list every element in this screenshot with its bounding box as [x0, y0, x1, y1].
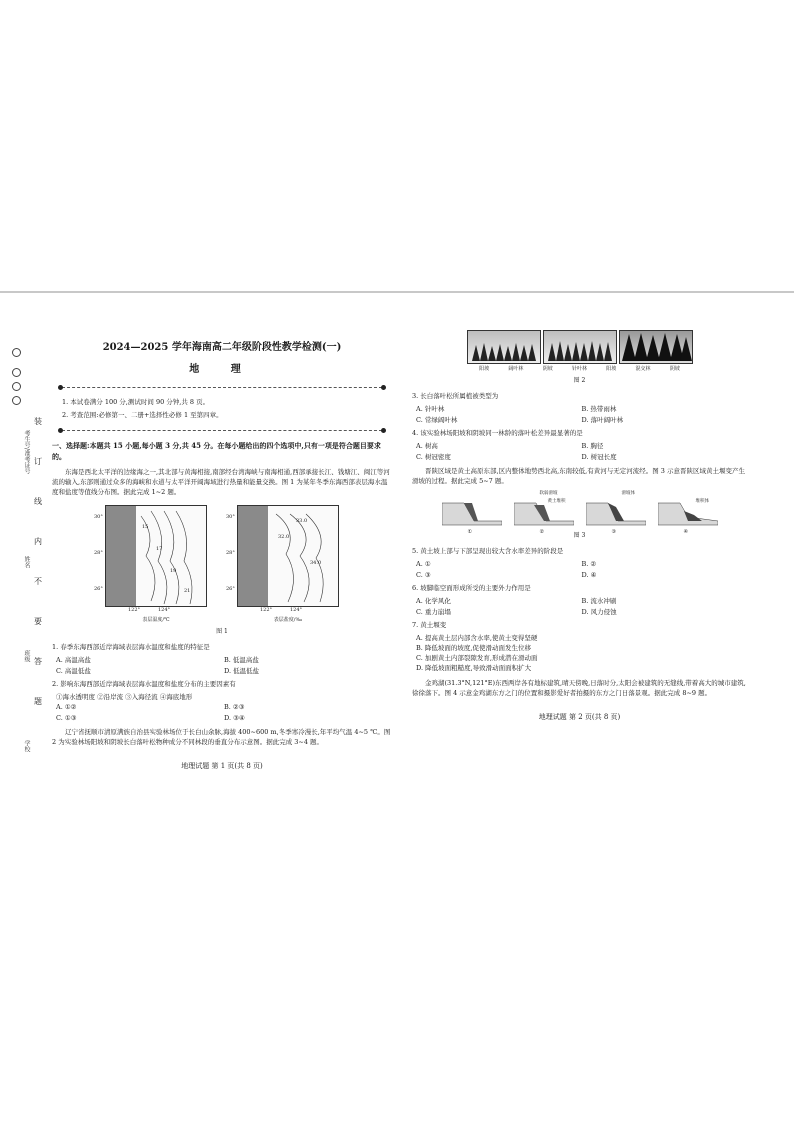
- tree-silhouettes: [620, 331, 692, 363]
- slope-tag: 软弱滑坡: [539, 490, 558, 496]
- slope-tag: 堆积体: [695, 498, 709, 504]
- binding-word: 要: [34, 617, 42, 626]
- forest-panel-broadleaf: [467, 330, 541, 364]
- binding-word: 装: [34, 417, 42, 426]
- forest-panel-mixed: [619, 330, 693, 364]
- stage-number: ③: [611, 528, 616, 535]
- option[interactable]: B. 降低坡面的坡度,促使滑动面发生位移: [416, 644, 531, 653]
- binding-hole: [12, 348, 21, 357]
- salinity-map: [226, 505, 339, 614]
- longitude-label: 124°: [290, 607, 303, 614]
- forest-label: 阳坡: [606, 366, 617, 372]
- isohaline-value: 32.0: [278, 533, 290, 540]
- isotherm-value: 17: [156, 545, 163, 552]
- forest-label: 混交林: [635, 366, 651, 372]
- longitude-label: 122°: [260, 607, 273, 614]
- option[interactable]: C. ①③: [56, 714, 77, 723]
- isotherm-value: 21: [184, 587, 191, 594]
- passage-1: 东海是西北太平洋的边缘海之一,其北部与黄海相接,南部经台湾海峡与南海相通,西部承接长江、钱塘江、闽江等河流的输入,东部则通过众多的海峡和水道与太平洋开阔海域进行热量和能量交换。图 1 为某年冬季东海西部表层海水温度和盐度等值线分布图。据此完成 1~2 题。: [52, 467, 390, 496]
- question-7: 7. 黄土堰变: [412, 621, 447, 630]
- question-5-options: [412, 559, 747, 580]
- option[interactable]: A. ①: [416, 559, 431, 568]
- scan-divider-line: [0, 291, 794, 293]
- forest-label: 阔叶林: [508, 366, 524, 372]
- option[interactable]: D. 降低坡面粗糙度,导致滑动面面积扩大: [416, 664, 532, 673]
- question-3-options: [412, 404, 747, 425]
- option[interactable]: C. 常绿阔叶林: [416, 416, 458, 425]
- exam-title: 2024—2025 学年海南高二年级阶段性教学检测(一): [102, 342, 342, 353]
- binding-strip: [6, 330, 46, 770]
- stage-number: ①: [467, 528, 472, 535]
- slope-stage-1: [442, 495, 502, 535]
- question-5: 5. 黄土坡上部与下部呈现出较大含水率差异的阶段是: [412, 546, 564, 555]
- isotherm-value: 19: [170, 567, 177, 574]
- figure-3-caption: 图 3: [573, 531, 586, 539]
- option[interactable]: A. 高温高盐: [56, 655, 91, 664]
- question-6-options: [412, 596, 747, 617]
- binding-word: 线: [34, 497, 42, 506]
- option[interactable]: D. 落叶阔叶林: [581, 416, 624, 425]
- latitude-label: 26°: [226, 585, 235, 592]
- option[interactable]: A. 化学风化: [416, 597, 451, 606]
- figure-2-caption: 图 2: [573, 376, 586, 384]
- binding-word: 内: [34, 537, 42, 546]
- binding-word: 答: [34, 657, 42, 666]
- question-2-factors: ①海水透明度 ②沿岸流 ③入海径流 ④海底地形: [56, 693, 193, 702]
- question-1: 1. 春季东海西部近岸海域表层海水温度和盐度的特征是: [52, 642, 210, 651]
- option[interactable]: B. 流水冲刷: [581, 597, 617, 606]
- section-heading: 一、选择题:本题共 15 小题,每小题 3 分,共 45 分。在每小题给出的四个选项中,只有一项是符合题目要求的。: [52, 441, 381, 461]
- tree-silhouettes: [544, 331, 616, 363]
- option[interactable]: C. 高温低盐: [56, 667, 91, 676]
- option[interactable]: A. 树高: [416, 442, 438, 451]
- binding-hole: [12, 396, 21, 405]
- option[interactable]: B. 热带雨林: [581, 405, 617, 414]
- page-1-footer: 地理试题 第 1 页(共 8 页): [181, 762, 263, 771]
- stage-number: ④: [683, 528, 688, 535]
- option[interactable]: C. ③: [416, 570, 431, 579]
- slope-stage-4: [658, 495, 718, 535]
- option[interactable]: C. 树冠密度: [416, 453, 451, 462]
- isohaline-value: 34.0: [310, 559, 322, 566]
- latitude-label: 30°: [226, 513, 235, 520]
- option[interactable]: D. ③④: [224, 714, 245, 723]
- forest-label: 针叶林: [571, 366, 587, 372]
- temperature-map: [94, 505, 207, 614]
- option[interactable]: D. 低温低盐: [224, 667, 260, 676]
- forest-labels: [470, 366, 690, 374]
- subject-title: 地 理: [189, 363, 255, 375]
- option[interactable]: B. ②③: [224, 703, 245, 712]
- binding-word: 题: [34, 697, 42, 706]
- passage-2: 辽宁省抚顺市清原满族自治县实验林场位于长白山余脉,海拔 400~600 m,冬季寒冷漫长,年平均气温 4~5 ℃。图 2 为实验林场阳坡和阴坡长白落叶松物种成分不同林段的垂直分布示意图。据此完成 3~4 题。: [52, 728, 391, 747]
- figure-1-maps: [52, 505, 392, 625]
- question-4-options: [412, 441, 747, 462]
- latitude-label: 28°: [94, 549, 103, 556]
- temperature-map-block: [94, 505, 207, 625]
- page-2-footer: 地理试题 第 2 页(共 8 页): [538, 712, 621, 721]
- latitude-label: 28°: [226, 549, 235, 556]
- exam-notes: [52, 388, 392, 430]
- option[interactable]: B. 胸径: [581, 442, 604, 451]
- question-2-options: [52, 702, 392, 723]
- option[interactable]: D. 风力侵蚀: [581, 608, 617, 617]
- question-3: 3. 长白落叶松所属植被类型为: [412, 392, 499, 401]
- option[interactable]: C. 重力崩塌: [416, 608, 451, 617]
- longitude-label: 122°: [128, 607, 141, 614]
- binding-word: 不: [34, 577, 42, 586]
- isotherm-value: 15: [142, 523, 149, 530]
- slope-drawing: [586, 495, 646, 529]
- slope-stage-2: [514, 490, 574, 535]
- passage-4: 金鸡湖(31.3°N,121°E)东西两岸各有地标建筑,晴天傍晚,日落时分,太阳会被建筑的无缝线,带着高大的城市建筑,徐徐落下。图 4 示意金鸡湖东方之门的位置和摄影爱好者拍摄的东方之门日落景观。据此完成 8~9 题。: [412, 678, 746, 697]
- temperature-map-caption: 表层温度/℃: [142, 616, 170, 623]
- slope-stage-3: [586, 490, 646, 535]
- forest-label: 阳坡: [479, 366, 490, 372]
- figure-2-forest-images: [412, 330, 747, 364]
- longitude-label: 124°: [158, 607, 171, 614]
- forest-panel-coniferous: [543, 330, 617, 364]
- temperature-isolines: [106, 506, 206, 606]
- option[interactable]: D. 树冠长度: [581, 453, 617, 462]
- slope-tag: 黄土堆积: [547, 498, 566, 504]
- binding-hole: [12, 368, 21, 377]
- salinity-isolines: [238, 506, 338, 606]
- forest-label: 阴坡: [542, 366, 553, 372]
- name-label: 姓名: [23, 556, 30, 568]
- class-label: 班级: [23, 650, 30, 662]
- notes-top-rule: [62, 387, 382, 388]
- question-1-options: [52, 655, 392, 676]
- note-item: 2. 考查范围:必修第一、二册+选择性必修 1 至第四章。: [62, 411, 223, 419]
- option[interactable]: A. 针叶林: [416, 405, 445, 414]
- forest-label: 阴坡: [669, 366, 680, 372]
- option[interactable]: A. ①②: [56, 703, 77, 712]
- tree-silhouettes: [468, 331, 540, 363]
- exam-page-2: [412, 330, 747, 723]
- question-4: 4. 该实验林场阳坡和阴坡同一林龄的落叶松差异最显著的是: [412, 429, 583, 438]
- notes-bottom-rule: [62, 430, 382, 431]
- note-item: 1. 本试卷满分 100 分,测试时间 90 分钟,共 8 页。: [62, 398, 210, 406]
- figure-1-caption: 图 1: [216, 627, 228, 635]
- exam-page-1: [52, 330, 392, 772]
- option[interactable]: D. ④: [581, 570, 597, 579]
- passage-3: 晋陕区域是黄土高原东部,区内整体地势西北高,东南较低,有黄河与无定河流经。图 3 示意晋陕区域黄土堰变产生滑坡的过程。据此完成 5~7 题。: [412, 467, 745, 486]
- option[interactable]: C. 加剧黄土内部裂隙发育,形成潜在滑动面: [416, 654, 538, 663]
- option[interactable]: B. 低温高盐: [224, 655, 259, 664]
- isohaline-value: 33.0: [296, 517, 308, 524]
- examinee-number-label: 考生号/准考证号: [23, 430, 30, 475]
- question-2: 2. 影响东海西部近岸海域表层海水温度和盐度分布的主要因素有: [52, 680, 236, 689]
- binding-word: 订: [34, 457, 42, 466]
- latitude-label: 26°: [94, 585, 103, 592]
- slope-drawing: [442, 495, 502, 529]
- salinity-map-caption: 表层盐度/‰: [273, 616, 303, 623]
- option[interactable]: B. ②: [581, 559, 597, 568]
- binding-hole: [12, 382, 21, 391]
- slope-tag: 滑坡体: [621, 490, 635, 496]
- school-label: 学校: [23, 740, 30, 752]
- question-7-options: [412, 633, 747, 673]
- latitude-label: 30°: [94, 513, 103, 520]
- stage-number: ②: [539, 528, 544, 535]
- option[interactable]: A. 提高黄土层内部含水率,使黄土变得坚硬: [416, 634, 538, 643]
- salinity-map-block: [226, 505, 339, 625]
- question-6: 6. 坡脚临空面形成所受的主要外力作用是: [412, 584, 531, 593]
